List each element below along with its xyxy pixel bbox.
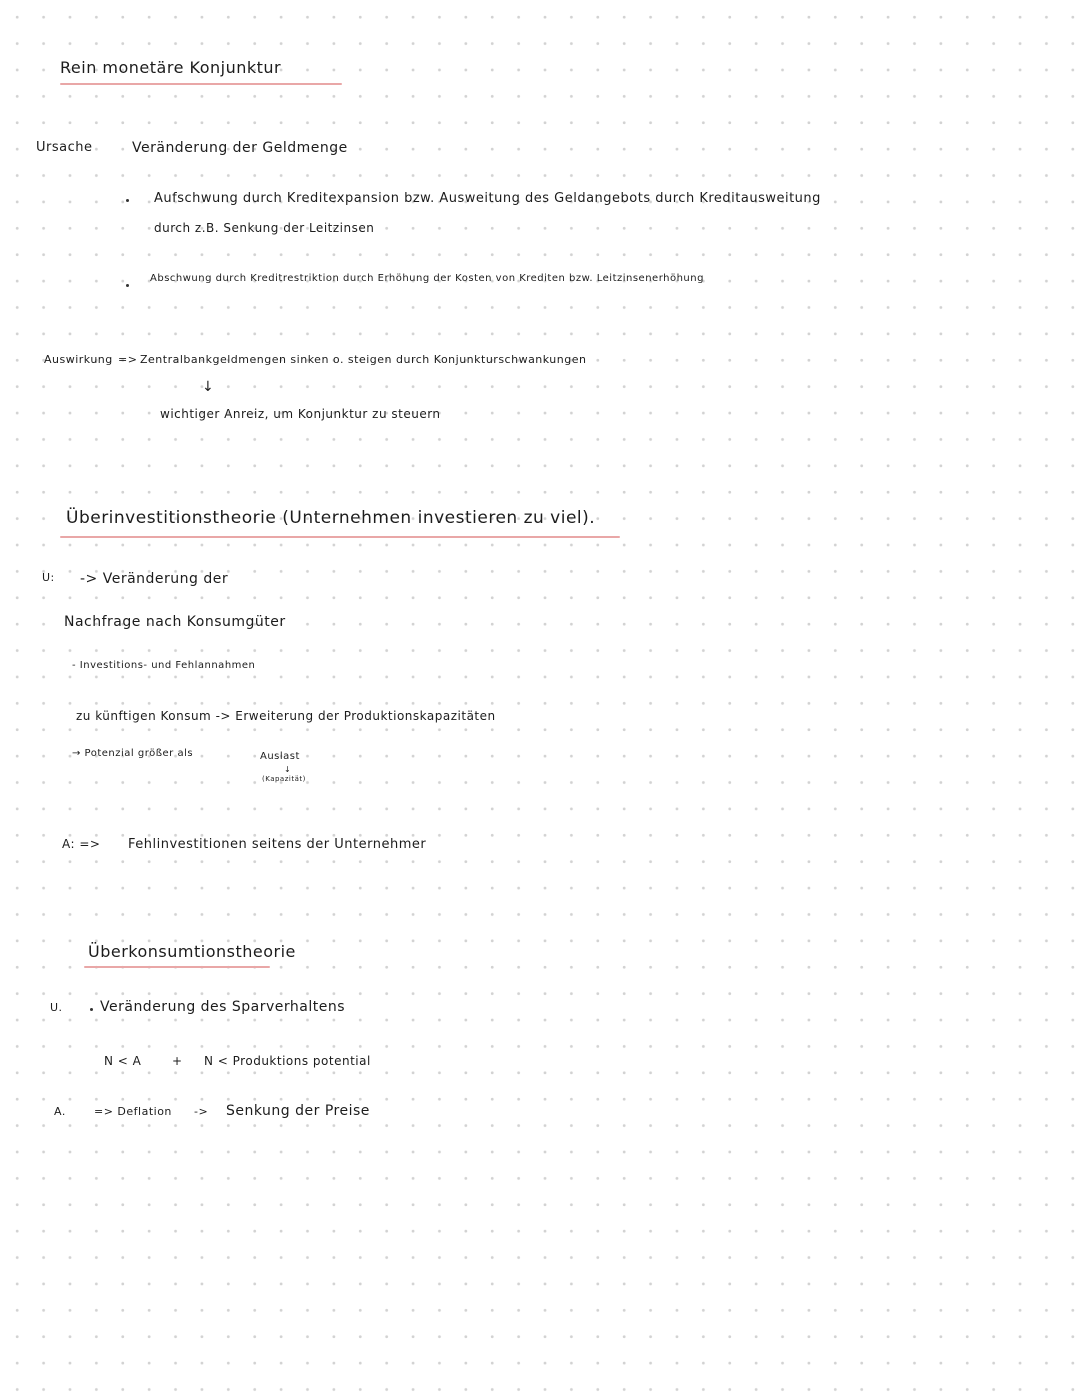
title-underline [60, 83, 342, 85]
u-text: Veränderung des Sparverhaltens [100, 999, 346, 1015]
formula-plus: + [172, 1054, 183, 1068]
u-line-1: -> Veränderung der [80, 571, 229, 587]
capacity-note: (Kapazität) [262, 775, 306, 783]
a-arrow: -> [194, 1105, 209, 1118]
effect-text: Zentralbankgeldmengen sinken o. steigen durch Konjunkturschwankungen [140, 353, 587, 366]
a-label: A. [54, 1105, 66, 1118]
cause-text: Veränderung der Geldmenge [132, 140, 348, 156]
down-arrow: ↓ [202, 379, 215, 395]
title-underline [84, 966, 270, 968]
section-title-overconsumption: Überkonsumtionstheorie [88, 942, 296, 961]
bullet-2: zu künftigen Konsum -> Erweiterung der Produktionskapazitäten [76, 709, 496, 723]
downswing-text: Abschwung durch Kreditrestriktion durch Erhöhung der Kosten von Krediten bzw. Leitzinsenerhöhung [150, 273, 704, 284]
title-underline [60, 536, 620, 538]
u-line-2: Nachfrage nach Konsumgüter [64, 614, 286, 630]
capacity-arrow: ↓ [284, 765, 292, 774]
u-label: U. [50, 1001, 63, 1014]
bullet-dot [126, 199, 129, 202]
cause-label: Ursache [36, 140, 93, 155]
a-text-2: Senkung der Preise [226, 1103, 370, 1119]
bullet-3: → Potenzial größer als [72, 748, 194, 759]
effect-result: wichtiger Anreiz, um Konjunktur zu steuern [160, 407, 441, 421]
section-title-monetary: Rein monetäre Konjunktur [60, 58, 282, 77]
bullet-1: - Investitions- und Fehlannahmen [72, 660, 256, 671]
formula-a: N < A [104, 1054, 142, 1068]
bullet-dot [90, 1008, 93, 1011]
effect-label: Auswirkung [44, 353, 113, 366]
capacity-utilization: Auslast [260, 751, 300, 762]
effect-arrow: => [118, 353, 138, 366]
a-label: A: => [62, 837, 101, 851]
formula-b: N < Produktions potential [204, 1054, 371, 1068]
a-text-1: => Deflation [94, 1105, 172, 1118]
bullet-dot [126, 284, 129, 287]
upswing-line-1: Aufschwung durch Kreditexpansion bzw. Ausweitung des Geldangebots durch Kreditausweitung [154, 191, 821, 206]
a-text: Fehlinvestitionen seitens der Unternehmer [128, 837, 427, 852]
u-label: U: [42, 571, 55, 584]
upswing-line-2: durch z.B. Senkung der Leitzinsen [154, 221, 375, 235]
section-title-overinvestment: Überinvestitionstheorie (Unternehmen investieren zu viel). [66, 508, 596, 528]
